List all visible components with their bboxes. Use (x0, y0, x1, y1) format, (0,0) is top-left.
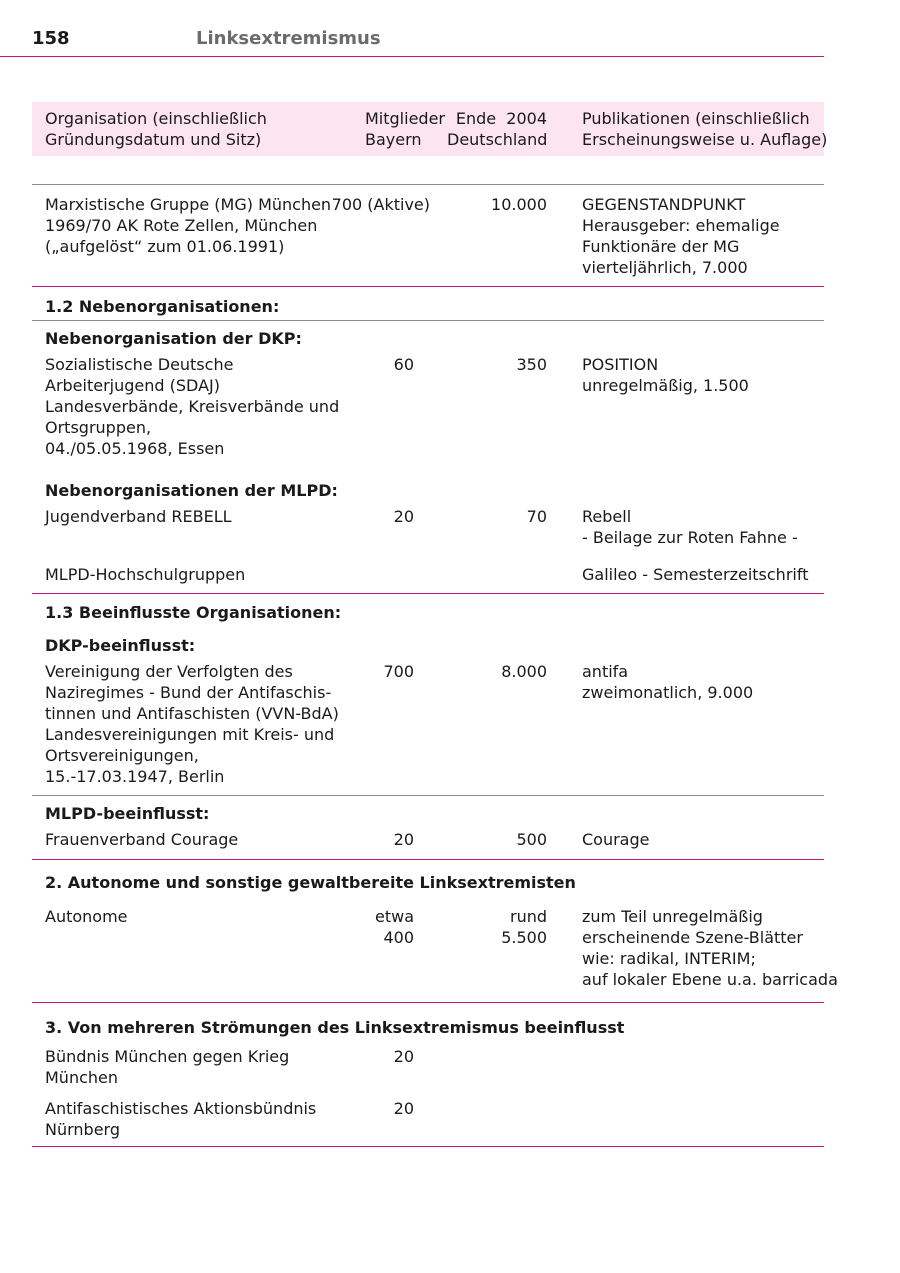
table-row-mg-organisation: Marxistische Gruppe (MG) München 1969/70 AK Rote Zellen, München („aufgelöst“ zum 01.06.1991) (45, 195, 332, 256)
header-publikationen: Publikationen (einschließlich Erscheinungsweise u. Auflage) (582, 109, 828, 149)
subheading-dkp: Nebenorganisation der DKP: (45, 329, 302, 348)
table-row-courage-bayern: 20 (393, 830, 414, 849)
table-row-nuernberg-bayern: 20 (393, 1099, 414, 1118)
running-title: Linksextremismus (196, 28, 381, 49)
header-organisation: Organisation (einschließlich Gründungsdatum und Sitz) (45, 109, 267, 149)
table-row-mg-bayern: 700 (Aktive) (331, 195, 430, 214)
table-row-muenchen-bayern: 20 (393, 1047, 414, 1066)
table-row-vvn-organisation: Vereinigung der Verfolgten des Naziregimes - Bund der Antifaschis- tinnen und Antifaschisten (VVN-BdA) Landesvereinigungen mit Kreis- und Ortsvereinigungen, 15.-17.03.1947, Berlin (45, 662, 339, 786)
table-row-vvn-publikation: antifa zweimonatlich, 9.000 (582, 662, 754, 702)
table-row-courage-publikation: Courage (582, 830, 650, 849)
table-row-autonome-deutschland: rund 5.500 (501, 907, 547, 947)
section-heading-2: 2. Autonome und sonstige gewaltbereite Linksextremisten (45, 873, 576, 892)
table-row-vvn-deutschland: 8.000 (501, 662, 547, 681)
divider (32, 320, 824, 321)
table-row-nuernberg-organisation: Antifaschistisches Aktionsbündnis Nürnberg (45, 1099, 317, 1139)
section-heading-1-3: 1.3 Beeinflusste Organisationen: (45, 603, 342, 622)
header-mitglieder-bayern: Mitglieder Bayern (365, 109, 445, 149)
table-row-hochschul-organisation: MLPD-Hochschulgruppen (45, 565, 246, 584)
subheading-mlpd: Nebenorganisationen der MLPD: (45, 481, 338, 500)
table-row-courage-organisation: Frauenverband Courage (45, 830, 239, 849)
table-row-rebell-publikation: Rebell - Beilage zur Roten Fahne - (582, 507, 798, 547)
table-row-sdaj-organisation: Sozialistische Deutsche Arbeiterjugend (SDAJ) Landesverbände, Kreisverbände und Ortsgruppen, 04./05.05.1968, Essen (45, 355, 340, 458)
subheading-mlpd-beeinflusst: MLPD-beeinflusst: (45, 804, 210, 823)
header-rule (0, 56, 824, 57)
divider (32, 184, 824, 185)
divider (32, 593, 824, 594)
section-heading-3: 3. Von mehreren Strömungen des Linksextremismus beeinflusst (45, 1018, 625, 1037)
divider (32, 1002, 824, 1003)
table-row-rebell-bayern: 20 (393, 507, 414, 526)
page-number: 158 (32, 28, 70, 49)
table-row-autonome-bayern: etwa 400 (374, 907, 414, 947)
table-row-autonome-organisation: Autonome (45, 907, 128, 926)
table-row-mg-deutschland: 10.000 (491, 195, 547, 214)
section-heading-1-2: 1.2 Nebenorganisationen: (45, 297, 280, 316)
divider (32, 859, 824, 860)
header-ende-deutschland: Ende 2004 Deutschland (447, 109, 548, 149)
table-row-sdaj-deutschland: 350 (516, 355, 547, 374)
table-row-autonome-publikation: zum Teil unregelmäßig erscheinende Szene-Blätter wie: radikal, INTERIM; auf lokaler Ebene u.a. barricada (582, 907, 838, 989)
table-row-sdaj-bayern: 60 (393, 355, 414, 374)
divider (32, 286, 824, 287)
table-row-vvn-bayern: 700 (383, 662, 414, 681)
table-row-muenchen-organisation: Bündnis München gegen Krieg München (45, 1047, 290, 1087)
table-row-mg-publikation: GEGENSTANDPUNKT Herausgeber: ehemalige Funktionäre der MG vierteljährlich, 7.000 (582, 195, 780, 277)
table-row-rebell-organisation: Jugendverband REBELL (45, 507, 232, 526)
divider (32, 1146, 824, 1147)
divider (32, 795, 824, 796)
table-row-courage-deutschland: 500 (516, 830, 547, 849)
subheading-dkp-beeinflusst: DKP-beeinflusst: (45, 636, 196, 655)
table-row-hochschul-publikation: Galileo - Semesterzeitschrift (582, 565, 809, 584)
table-row-sdaj-publikation: POSITION unregelmäßig, 1.500 (582, 355, 749, 395)
table-row-rebell-deutschland: 70 (526, 507, 547, 526)
